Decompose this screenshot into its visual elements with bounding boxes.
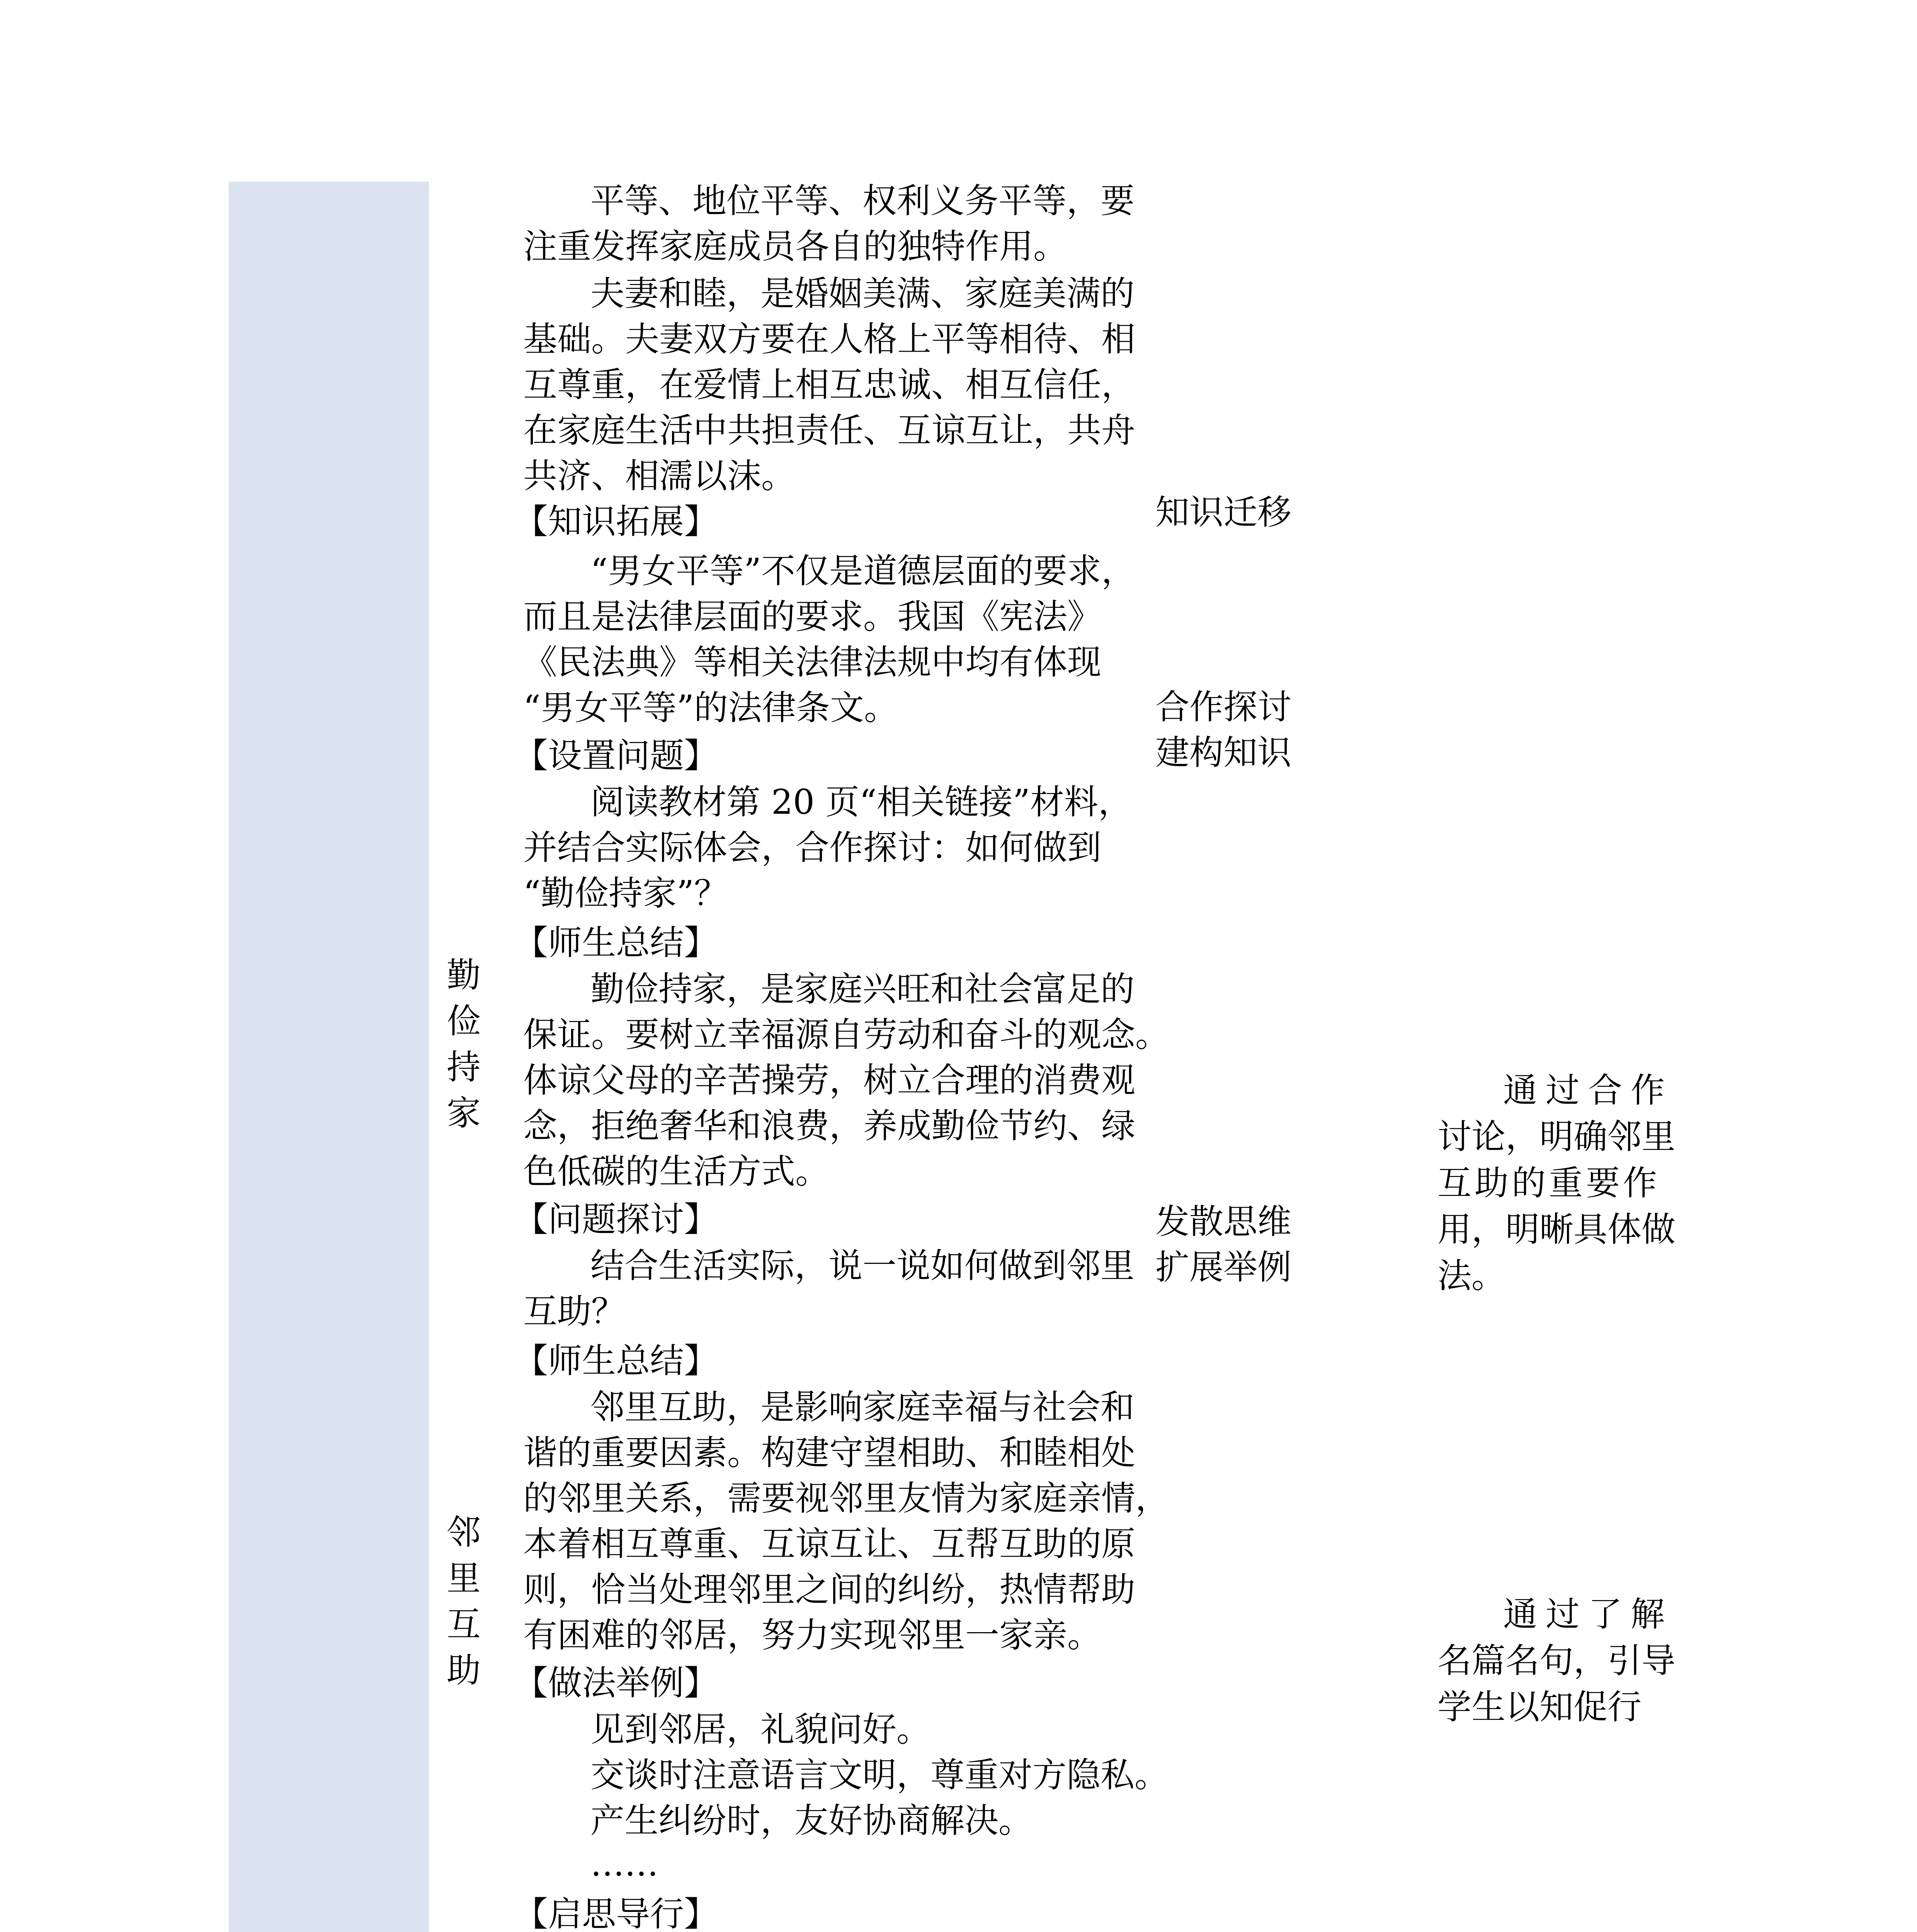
heading-zuofa-juli: 【做法举例】 (514, 1663, 718, 1703)
activity-2-line-1: 合作探讨 (1155, 687, 1292, 727)
p5-line-2: 保证。要树立幸福源自劳动和奋斗的观念。 (523, 1015, 1170, 1054)
p1-line-2: 注重发挥家庭成员各自的独特作用。 (523, 226, 1068, 266)
p2-line-5: 共济、相濡以沫。 (523, 456, 796, 496)
p3-line-4: “男女平等”的法律条文。 (523, 688, 898, 728)
heading-wenti-tantao: 【问题探讨】 (514, 1199, 718, 1239)
p6-line-1: 结合生活实际，说一说如何做到邻里 (590, 1246, 1135, 1286)
activity-2-line-2: 建构知识 (1155, 733, 1292, 772)
p5-line-1: 勤俭持家，是家庭兴旺和社会富足的 (590, 969, 1135, 1009)
p1-line-1: 平等、地位平等、权利义务平等，要 (590, 181, 1135, 221)
intention-1-line-4: 用，明晰具体做 (1437, 1209, 1676, 1249)
p2-line-1: 夫妻和睦，是婚姻美满、家庭美满的 (590, 274, 1135, 313)
p7-line-3: 的邻里关系，需要视邻里友情为家庭亲情， (523, 1478, 1170, 1518)
p2-line-2: 基础。夫妻双方要在人格上平等相待、相 (523, 319, 1136, 359)
section-column-shade (229, 182, 429, 1932)
p7-line-2: 谐的重要因素。构建守望相助、和睦相处 (523, 1433, 1136, 1473)
p7-line-6: 有困难的邻居，努力实现邻里一家亲。 (523, 1615, 1102, 1655)
heading-zhishi-tuozhan: 【知识拓展】 (514, 502, 718, 541)
intention-2-line-3: 学生以知促行 (1437, 1687, 1642, 1727)
p3-line-2: 而且是法律层面的要求。我国《宪法》 (523, 597, 1102, 636)
p2-line-4: 在家庭生活中共担责任、互谅互让，共舟 (523, 410, 1136, 450)
section-label-linli (444, 1509, 483, 1693)
intention-2-line-1: 通过了解 (1503, 1594, 1674, 1634)
activity-3-line-2: 扩展举例 (1155, 1247, 1292, 1287)
heading-shisheng-zongjie-1: 【师生总结】 (514, 923, 718, 963)
p8-line-1: 见到邻居，礼貌问好。 (590, 1709, 931, 1749)
p3-line-3: 《民法典》等相关法律法规中均有体现 (523, 642, 1102, 682)
heading-shezhi-wenti: 【设置问题】 (514, 736, 718, 776)
p4-line-3: “勤俭持家”？ (523, 873, 728, 913)
intention-2-line-2: 名篇名句，引导 (1437, 1641, 1676, 1680)
p4-line-2: 并结合实际体会，合作探讨：如何做到 (523, 828, 1102, 867)
heading-qisi-daoxing: 【启思导行】 (514, 1894, 718, 1932)
section-label-qinjian (444, 952, 483, 1136)
p4-line-1: 阅读教材第 20 页“相关链接”材料， (590, 782, 1132, 822)
intention-1-line-1: 通过合作 (1503, 1070, 1674, 1110)
char: 邻里互助 (447, 1512, 481, 1690)
p8-line-2: 交谈时注意语言文明，尊重对方隐私。 (590, 1755, 1169, 1795)
p8-line-3: 产生纠纷时，友好协商解决。 (590, 1801, 1033, 1840)
activity-3-line-1: 发散思维 (1155, 1202, 1292, 1242)
p5-line-4: 念，拒绝奢华和浪费，养成勤俭节约、绿 (523, 1106, 1136, 1146)
intention-1-line-5: 法。 (1437, 1256, 1506, 1296)
p7-line-5: 则，恰当处理邻里之间的纠纷，热情帮助 (523, 1570, 1136, 1609)
p7-line-1: 邻里互助，是影响家庭幸福与社会和 (590, 1387, 1135, 1427)
p5-line-5: 色低碳的生活方式。 (523, 1151, 830, 1191)
p3-line-1: “男女平等”不仅是道德层面的要求， (590, 551, 1135, 591)
char: 勤俭持家 (447, 955, 481, 1133)
heading-shisheng-zongjie-2: 【师生总结】 (514, 1341, 718, 1381)
activity-1: 知识迁移 (1155, 492, 1292, 532)
p8-line-4: …… (590, 1844, 658, 1884)
intention-1-line-2: 讨论，明确邻里 (1437, 1117, 1676, 1156)
intention-1-line-3: 互助的重要作 (1437, 1163, 1660, 1203)
p7-line-4: 本着相互尊重、互谅互让、互帮互助的原 (523, 1524, 1136, 1564)
p6-line-2: 互助？ (523, 1291, 626, 1331)
p5-line-3: 体谅父母的辛苦操劳，树立合理的消费观 (523, 1060, 1136, 1100)
p2-line-3: 互尊重，在爱情上相互忠诚、相互信任， (523, 365, 1136, 405)
